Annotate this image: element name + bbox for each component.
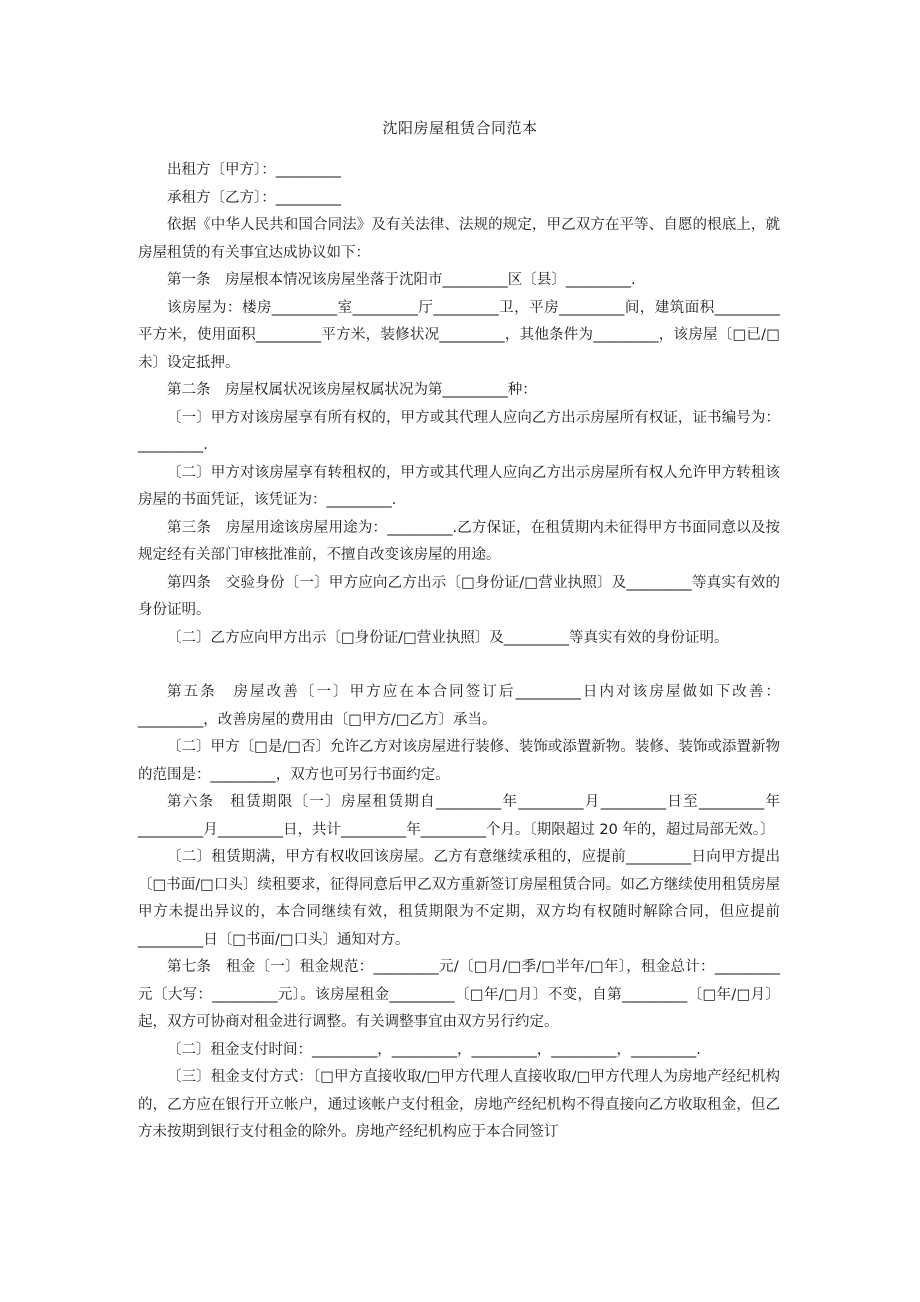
paragraph-article-6-item-2: 〔二〕租赁期满，甲方有权收回该房屋。乙方有意继续承租的，应提前_________日向甲方提出〔□书面/□口头〕续租要求，征得同意后甲乙双方重新签订房屋租赁合同。如乙方继续使用租赁房屋甲方未提出异议的，本合同继续有效，租赁期限为不定期，双方均有权随时解除合同，但应提前_________日〔□书面/□口头〕通知对方。 xyxy=(138,849,780,948)
paragraph-article-4-item-2: 〔二〕乙方应向甲方出示〔□身份证/□营业执照〕及_________等真实有效的身份证明。 xyxy=(167,629,729,646)
paragraph-article-6: 第六条 租赁期限〔一〕房屋租赁期自_________年_________月_________日至_________年_________月_________日，共计_________年_________个月。〔期限超过 20 年的，超过局部无效。〕 xyxy=(138,794,780,838)
document-body xyxy=(138,157,780,1147)
paragraph-lessee: 承租方〔乙方〕：_________ xyxy=(167,189,341,206)
paragraph-article-7-item-3: 〔三〕租金支付方式：〔□甲方直接收取/□甲方代理人直接收取/□甲方代理人为房地产经纪机构的，乙方应在银行开立帐户，通过该帐户支付租金，房地产经纪机构不得直接向乙方收取租金，但乙方未按期到银行支付租金的除外。房地产经纪机构应于本合同签订 xyxy=(138,1069,780,1140)
paragraph-article-3: 第三条 房屋用途该房屋用途为：_________.乙方保证，在租赁期内未征得甲方书面同意以及按规定经有关部门审核批准前，不擅自改变该房屋的用途。 xyxy=(138,519,780,563)
document-title: 沈阳房屋租赁合同范本 xyxy=(382,119,538,137)
paragraph-article-2-item-2: 〔二〕甲方对该房屋享有转租权的，甲方或其代理人应向乙方出示房屋所有权人允许甲方转租该房屋的书面凭证，该凭证为：_________. xyxy=(138,464,780,508)
paragraph-lessor: 出租方〔甲方〕：_________ xyxy=(167,162,341,178)
paragraph-article-7-item-2: 〔二〕租金支付时间：_________，_________，_________，_________，_________. xyxy=(167,1041,701,1058)
paragraph-article-4: 第四条 交验身份〔一〕甲方应向乙方出示〔□身份证/□营业执照〕及_________等真实有效的身份证明。 xyxy=(138,574,780,618)
paragraph-preamble: 依据《中华人民共和国合同法》及有关法律、法规的规定，甲乙双方在平等、自愿的根底上，就房屋租赁的有关事宜达成协议如下： xyxy=(138,217,780,261)
paragraph-article-1: 第一条 房屋根本情况该房屋坐落于沈阳市_________区〔县〕_________. xyxy=(167,272,636,288)
paragraph-article-2: 第二条 房屋权属状况该房屋权属状况为第_________种： xyxy=(167,382,537,398)
paragraph-house-details: 该房屋为：楼房_________室_________厅_________卫，平房_________间，建筑面积_________平方米，使用面积_________平方米，装修状况_________，其他条件为_________，该房屋〔□已/□未〕设定抵押。 xyxy=(138,299,780,371)
paragraph-article-5: 第五条 房屋改善〔一〕甲方应在本合同签订后_________日内对该房屋做如下改善：_________，改善房屋的费用由〔□甲方/□乙方〕承当。 xyxy=(138,684,780,728)
paragraph-article-5-item-2: 〔二〕甲方〔□是/□否〕允许乙方对该房屋进行装修、装饰或添置新物。装修、装饰或添置新物的范围是：_________，双方也可另行书面约定。 xyxy=(138,739,780,783)
paragraph-article-7: 第七条 租金〔一〕租金规范：_________元/〔□月/□季/□半年/□年〕，租金总计：_________元〔大写：_________元〕。该房屋租金_________〔□年/□月〕不变，自第_________〔□年/□月〕起，双方可协商对租金进行调整。有关调整事宜由双方另行约定。 xyxy=(138,959,780,1030)
paragraph-article-2-item-1: 〔一〕甲方对该房屋享有所有权的，甲方或其代理人应向乙方出示房屋所有权证，证书编号为：_________. xyxy=(138,409,780,453)
